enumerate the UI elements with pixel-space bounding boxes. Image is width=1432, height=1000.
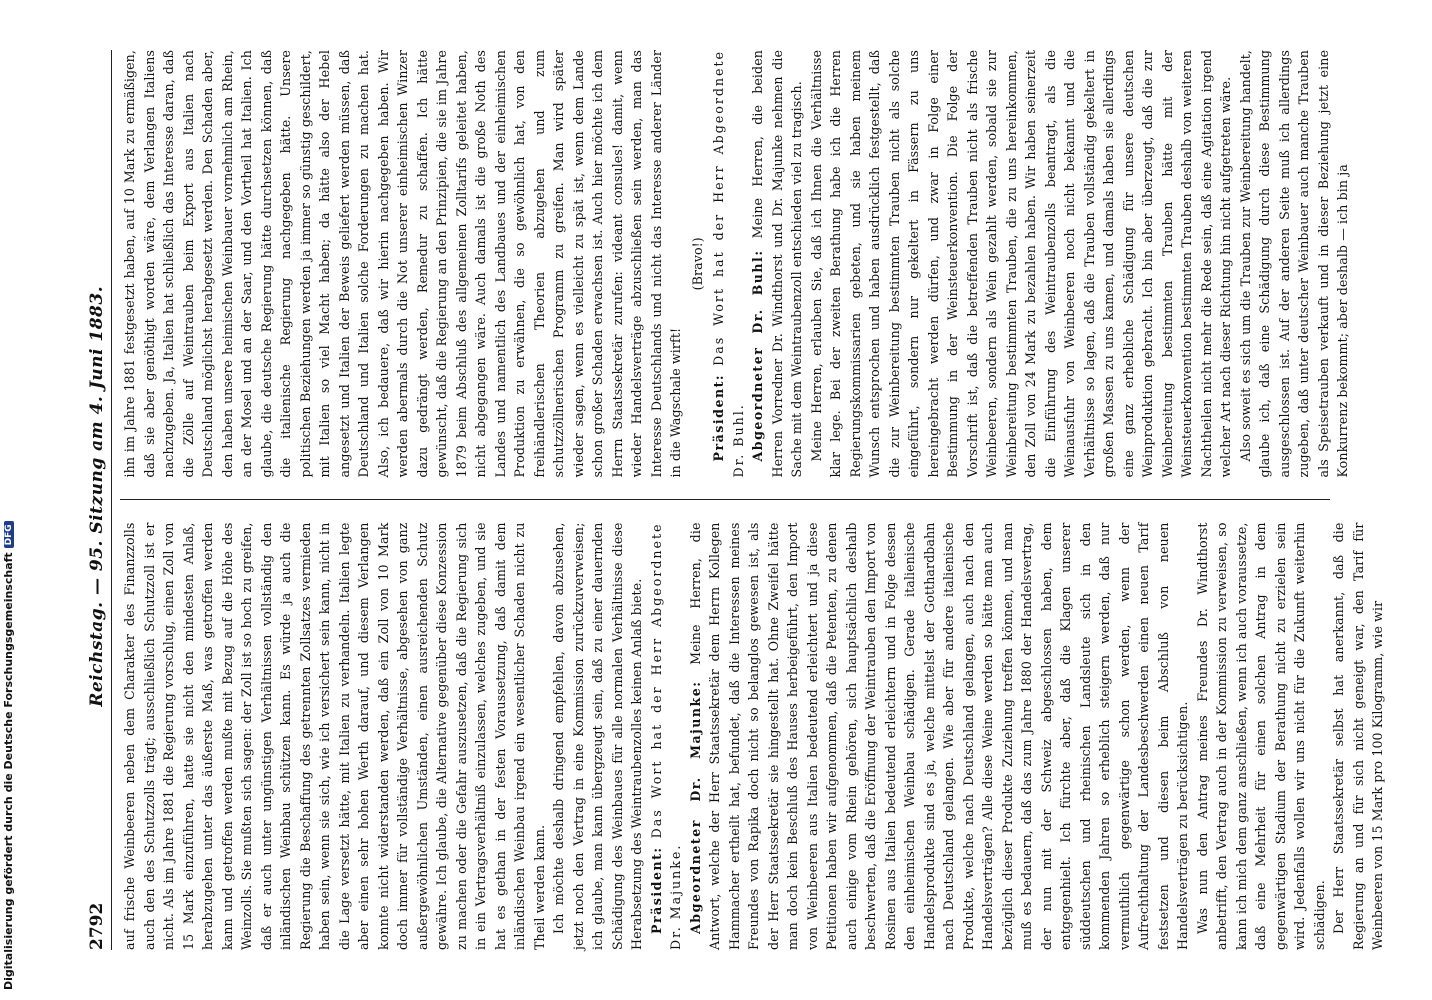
speaker-paragraph — [686, 523, 1193, 951]
speaker-label: Abgeordneter Dr. Majunke: — [687, 680, 703, 934]
paragraph: Ich möchte deshalb dringend empfehlen, davon abzusehen, jetzt noch den Vertrag in eine Kommission zurückzuverweisen; ich glaube, man kann übergzeugt sein, daß zu einer dauernden Schädigung des Weinbaues für alle normalen Verhältnisse diese Herabsetzung des Weintraubenzolles keinen Anlaß biete. — [551, 522, 644, 950]
paragraph: Meine Herren, erlauben Sie, daß ich Ihnen die Verhältnisse klar lege. Bei der zweiten Berathung habe ich die Herren Regierungskommissarien gebeten, und sie haben meinem Wunsch entsprochen und haben ausdrücklich festgestellt, daß die zur Weinbereitung bestimmten Trauben nicht als solche eingeführt, sondern nur gekeltert in Fässern zu uns hereingebracht werden dürfen, und zwar in Folge einer Bestimmung in der Weinsteuerkonvention. Die Folge der Vorschrift ist, daß die betreffenden Trauben nicht als frische Weinbeeren, sondern als Wein gezahlt werden, sobald sie zur Weinbereitung bestimmten Trauben, die zu uns hereinkommen, den Zoll von 24 Mark zu bezahlen haben. Wir haben seinerzeit die Einführung des Weintraubenzolls beantragt, als die Weinausfuhr von Weinbeeren noch nicht bekannt und die Verhältnisse so lagen, daß die Trauben vollständig gekeltert in großen Massen zu uns kamen, und damals haben sie allerdings eine ganz erhebliche Schädigung für unsere deutschen Weinproduktion gebracht. Ich bin aber überzeugt, daß die zur Weinbereitung bestimmten Trauben hätte mit der Weinsteuerkonvention bestimmten Trauben deshalb von weiteren Nachtheilen nicht mehr die Rede sein, daß eine Agitation irgend welcher Art nach dieser Richtung hin nicht aufgetreten wäre. — [808, 50, 1233, 478]
speaker-text: Meine Herren, die Antwort, welche der Herr Staatssekretär dem Herrn Kollegen Hammacher ertheilt hat, befundet, daß die Interessen meines Freundes von Rapika doch nicht so belanglos gewesen ist, als der Herr Staatssekretär sie hingestellt hat. Ohne Zweifel hätte man doch kein Beschluß des Hauses herbeigeführt, den Import von Weinbeeren aus Italien bedeutend erleichtert und ja diese Petitionen haben wir aufgenommen, daß die Petenten, zu denen auch einige vom Rhein gehören, sich hauptsächlich deshalb beschwerten, daß die Eröffnung der Weintrauben den Import von Rosinen aus Italien bedeutend erleichtern und in Folge dessen den einheimischen Weinbau schädigen. Gerade italienische Handelsprodukte sind es ja, welche mittelst der Gotthardbahn nach Deutschland gelangen. Wie aber für andere italienische Produkte, welche nach Deutschland gelangen, auch nach den Handelsverträgen? Alle diese Weine werden so hätte man auch bezüglich dieser Produkte Zuziehung treffen können, und man muß es bedauern, daß das zum Jahre 1880 der Handelsvertrag, der nun mit der Schweiz abgeschlossen haben, dem entgegenhielt. Ich fürchte aber, daß die Klagen unserer süddeutschen und rheinischen Landsleute sich in den kommenden Jahren so erheblich steigern werden, daß nur vermuthlich gegenwärtige schon werden, wenn der Aufrechthaltung der Landesbeschwerden einen neuen Tarif festsetzen und diesen beim Abschluß von neuen Handelsverträgen zu berücksichtigen. — [687, 522, 1190, 950]
column-divider — [120, 500, 1330, 501]
paragraph: Der Herr Staatssekretär selbst hat anerkannt, daß die Regierung an und für sich nicht geneigt war, den Tarif für Weinbeeren von 15 Mark pro 100 Kilogramm, wie wir — [1331, 522, 1385, 950]
speaker-label: Präsident: — [711, 373, 726, 462]
dfg-credit-text: Digitalisierung gefördert durch die Deutsche Forschungsgemeinschaft — [2, 552, 15, 990]
speaker-label: Präsident: — [648, 846, 664, 934]
page-number: 2792 — [87, 902, 107, 950]
applause-note: (Bravo!) — [689, 237, 705, 291]
dfg-credit — [0, 0, 20, 1000]
speaker-text: Meine Herren, die beiden Herren Vorredner Dr. Windthorst und Dr. Majunke nehmen die Sache mit dem Weintraubenzoll entschieden viel zu tragisch. — [750, 50, 804, 478]
page-title: Reichstag. — 95. Sitzung am 4. Juni 1883. — [87, 285, 107, 707]
page-header — [87, 50, 112, 950]
paragraph: Was nun den Antrag meines Freundes Dr. Windthorst anbetrifft, den Vertrag auch in der Kommission zu verweisen, so kann ich mich dem ganz anschließen, wenn ich auch voraussetze, daß eine Mehrheit für einen solchen Antrag in dem gegenwärtigen Stadium der Berathung nicht zu erzielen sein wird. Jedenfalls wollen wir uns nicht für die Zukunft weiterhin schädigen. — [1194, 522, 1327, 950]
right-column — [120, 50, 1350, 478]
paragraph: ihn im Jahre 1881 festgesetzt haben, auf 10 Mark zu ermäßigen, daß sie aber genöthigt worden wäre, dem Verlangen Italiens nachzugeben. Ja, Italien hat schließlich das Interesse daran, daß die Zölle auf Weintrauben beim Export aus Italien nach Deutschland möglichst herabgesetzt werden. Den Schaden aber, den haben unsere heimischen Weinbauer vornehmlich am Rhein, an der Mosel und an der Saar, und den Vortheil hat Italien. Ich glaube, die deutsche Regierung hätte durchsetzen können, daß die italienische Regierung nachgegeben hätte. Unsere politischen Beziehungen werden ja immer so günstig geschildert, mit Italien so viel Macht haben; da hätte also der Hebel angesetzt und Italien der Beweis geliefert werden müssen, daß Deutschland und Italien solche Forderungen zu machen hat. Also, ich bedauere, daß wir hierin nachgegeben haben. Wir werden abermals durch die Not unserer einheimischen Winzer dazu gedrängt werden, Remedur zu schaffen. Ich hätte gewünscht, daß die Regierung an den Prinzipien, die sie im Jahre 1879 beim Abschluß des allgemeinen Zolltarifs geleitet haben, nicht abgegangen wäre. Auch damals ist die große Noth des Landes und namentlich des Landbaues und der einheimischen Produktion zu erwähnen, die so gewöhnlich hat, von den freihändlerischen Theorien abzugehen und zum schutzzöllnerischen Programm zu greifen. Man wird später wieder sagen, wenn es vielleicht zu spät ist, wenn dem Lande schon großer Schaden erwachsen ist. Auch hier möchte ich dem Herrn Staatssekretär zurufen: videant consules! damit, wenn wieder Handelsverträge abzuschließen sein werden, man das Interesse Deutschlands und nicht das Interesse anderer Länder in die Wagschale wirft! — [122, 50, 683, 478]
scanned-page — [61, 20, 1385, 980]
speaker-paragraph — [748, 50, 807, 478]
text-columns — [120, 50, 1385, 950]
speaker-paragraph — [647, 523, 686, 951]
speaker-paragraph — [709, 50, 748, 478]
paragraph: Also soweit es sich um die Trauben zur Weinbereitung handelt, glaube ich, daß eine Schädigung durch diese Bestimmung ausgeschlossen ist. Auf der anderen Seite muß ich allerdings zugeben, daß unter deutscher Weinbauer auch manche Trauben als Speisetrauben verkauft und in dieser Beziehung jetzt eine Konkurrenz bekommt; aber deshalb — ich bin ja — [1237, 50, 1350, 478]
speaker-text: Das Wort hat der Herr Abgeordnete Dr. Majunke. — [648, 522, 683, 950]
left-column — [120, 522, 1385, 951]
dfg-logo: DFG — [4, 521, 14, 548]
paragraph: auf frische Weinbeeren neben dem Charakter des Finanzzolls auch den des Schutzzolls trägt; ausschließlich Schutzzoll ist er nicht. Als im Jahre 1881 die Regierung vorschlug, einen Zoll von 15 Mark einzuführen, hatte sie nicht den mindesten Anlaß, herabzugehen unter das äußerste Maß, was getroffen werden kann und getroffen werden mußte mit Bezug auf die Höhe des Weinzolls. Sie mußten sich sagen: der Zoll ist so hoch zu greifen, daß er auch unter ungünstigen Verhältnissen vollständig den inländischen Weinbau schützen kann. Es würde ja auch die Regierung die Beschaffung des getrennten Zollsatzes vermieden haben sein, wenn sie sich, wie ich versichert sein kann, nicht in die Lage versetzt hätte, mit Italien zu verhandeln. Italien legte aber einen sehr hohen Werth darauf, und diesem Verlangen konnte nicht widerstanden werden, daß ein Zoll von 10 Mark doch immer für vollständige Verhältnisse, abgesehen von ganz außergewöhnlichen Umständen, einen ausreichenden Schutz gewähre. Ich glaube, die Alternative gegenüber diese Konzession zu machen oder die Gefahr auszusetzen, daß die Regierung sich in ein Vertragsverhältniß einzulassen, welches zugeben, und sie hat es gethan in der festen Voraussetzung, daß damit dem inländischen Weinbau irgend ein wesentlicher Schaden nicht zu Theil werden kann. — [122, 522, 547, 950]
speaker-text: Das Wort hat der Herr Abgeordnete Dr. Buhl. — [711, 50, 746, 478]
speaker-label: Abgeordneter Dr. Buhl: — [750, 249, 765, 462]
